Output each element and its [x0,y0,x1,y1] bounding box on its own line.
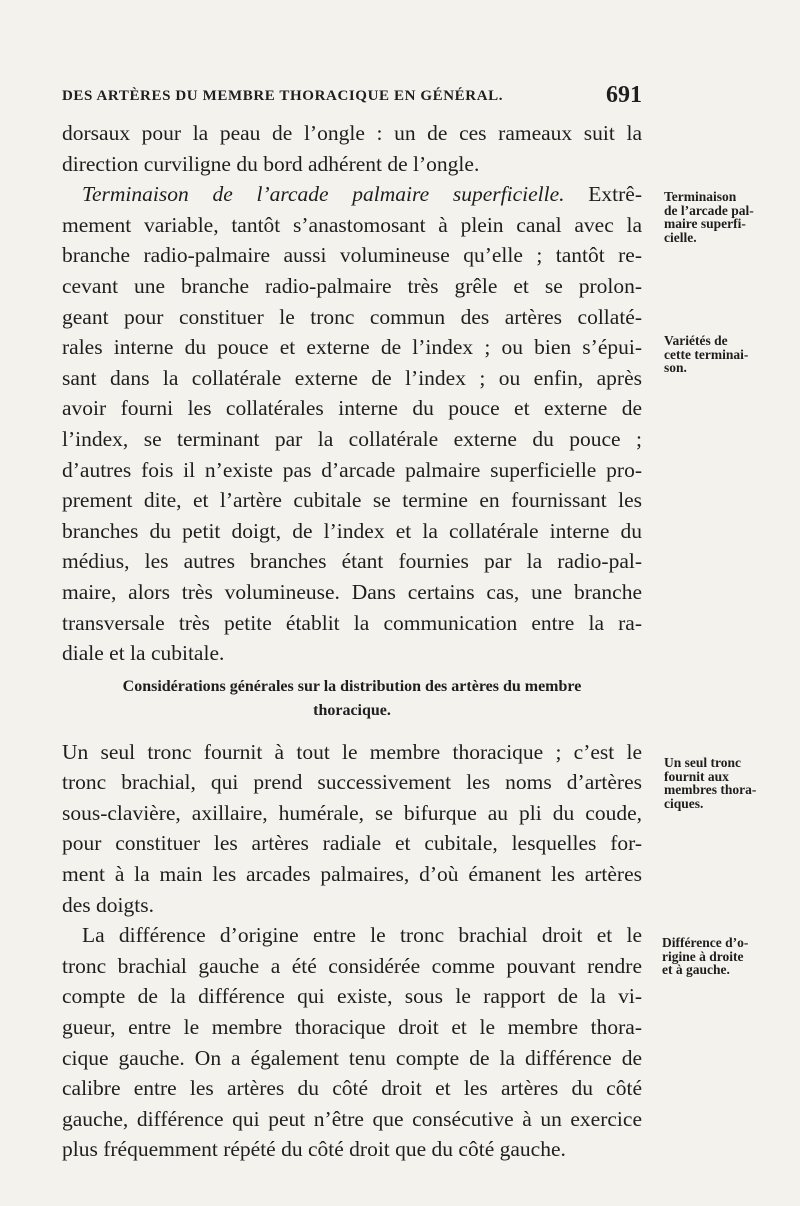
text-line: calibre entre les artères du côté droit et les artères du côté [62,1076,642,1101]
text-line: maire, alors très volumineuse. Dans certains cas, une branche [62,579,642,604]
margin-note-varietes [664,334,770,375]
margin-note-line: cielle. [664,229,697,245]
text-line: cique gauche. On a également tenu compte de la différence de [62,1045,642,1070]
heading-line: thoracique. [313,701,391,719]
text-line: gueur, entre le membre thoracique droit et le membre thora- [62,1015,642,1040]
margin-note-terminaison [664,190,770,244]
text-line: diale et la cubitale. [62,641,225,666]
text-line: pour constituer les artères radiale et cubitale, lesquelles for- [62,831,642,856]
text-line: sous-clavière, axillaire, humérale, se bifurque au pli du coude, [62,800,642,825]
page-number: 691 [606,82,642,108]
running-head: DES ARTÈRES DU MEMBRE THORACIQUE EN GÉNÉRAL. [62,88,504,104]
text-line: rales interne du pouce et externe de l’index ; ou bien s’épui- [62,335,642,360]
text-line: tronc brachial, qui prend successivement les noms d’artères [62,770,642,795]
text-line: branche radio-palmaire aussi volumineuse qu’elle ; tantôt re- [62,243,642,268]
text-line: avoir fourni les collatérales interne du pouce et externe de [62,396,642,421]
paragraph-title: Terminaison de l’arcade palmaire superficielle. [82,182,565,207]
margin-note-line: et à gauche. [662,962,730,977]
text-line: branches du petit doigt, de l’index et la collatérale interne du [62,518,642,543]
text-line: Un seul tronc fournit à tout le membre thoracique ; c’est le [62,739,642,764]
heading-line: Considérations générales sur la distribution des artères du membre [122,677,582,695]
text-line: compte de la différence qui existe, sous le rapport de la vi- [62,984,642,1009]
text-line: plus fréquemment répété du côté droit que du côté gauche. [62,1137,566,1162]
text-line: dorsaux pour la peau de l’ongle : un de ces rameaux suit la [62,121,642,145]
section-heading [62,675,642,723]
page-header [62,82,642,112]
margin-note-line: Un seul tronc [664,755,742,770]
paragraph-4 [62,920,642,1165]
margin-note-line: cette terminai- [664,346,749,362]
text-line: médius, les autres branches étant fournies par la radio-pal- [62,549,642,574]
text-line: transversale très petite établit la communication entre la ra- [62,610,642,635]
text-line: cevant une branche radio-palmaire très grêle et se prolon- [62,273,642,298]
margin-note-line: ciques. [664,795,704,811]
text-line: ment à la main les arcades palmaires, d’où émanent les artères [62,862,642,887]
main-text [62,118,642,1165]
margin-note-line: maire superfi- [664,216,746,231]
margin-note-line: rigine à droite [662,948,744,964]
margin-note-line: son. [664,360,687,375]
paragraph-2 [62,179,642,669]
margin-note-line: Différence d’o- [662,935,749,950]
text-line: sant dans la collatérale externe de l’index ; ou enfin, après [62,365,642,390]
margin-note-line: membres thora- [664,782,757,797]
text-line [62,179,642,210]
margin-note-difference [662,936,768,977]
margin-note-line: de l’arcade pal- [664,202,754,218]
paragraph-1 [62,118,642,179]
text-line: geant pour constituer le tronc commun des artères collaté- [62,304,642,329]
text-line: direction curviligne du bord adhérent de l’ongle. [62,151,480,176]
text-fragment: Extrê- [564,182,643,207]
margin-note-seul-tronc [664,756,770,810]
margin-note-line: fournit aux [664,768,729,784]
margin-note-line: Terminaison [664,189,737,204]
text-line: d’autres fois il n’existe pas d’arcade palmaire superficielle pro- [62,457,642,482]
text-line: des doigts. [62,892,154,917]
paragraph-3 [62,737,642,921]
text-line: prement dite, et l’artère cubitale se termine en fournissant les [62,488,642,513]
text-line: tronc brachial gauche a été considérée comme pouvant rendre [62,953,642,978]
text-line: l’index, se terminant par la collatérale externe du pouce ; [62,426,642,451]
text-line: mement variable, tantôt s’anastomosant à plein canal avec la [62,212,642,237]
margin-note-line: Variétés de [664,333,728,348]
text-line: gauche, différence qui peut n’être que consécutive à un exercice [62,1106,642,1131]
text-line: La différence d’origine entre le tronc brachial droit et le [82,923,642,948]
